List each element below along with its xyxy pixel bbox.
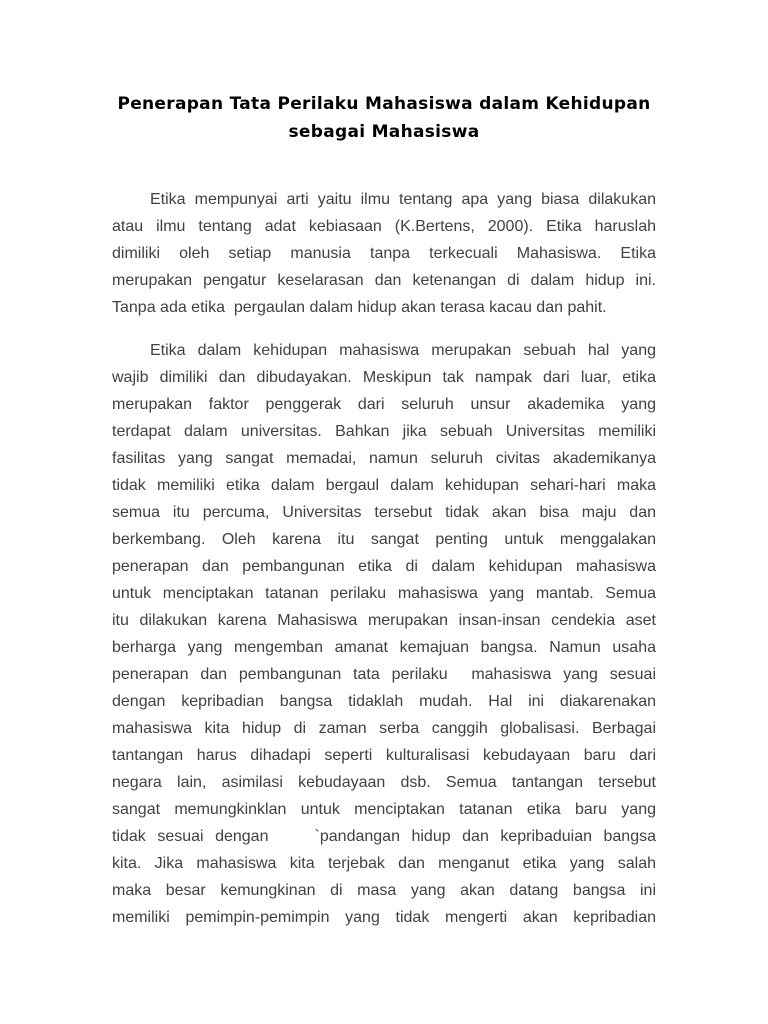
text-line: wajib dimiliki dan dibudayakan. Meskipun tak nampak dari luar, etika xyxy=(112,369,656,386)
title-line-1: Penerapan Tata Perilaku Mahasiswa dalam Kehidupan xyxy=(117,94,651,114)
paragraph xyxy=(112,186,656,321)
text-line: atau ilmu tentang adat kebiasaan (K.Bertens, 2000). Etika haruslah xyxy=(112,218,656,235)
text-line: Etika mempunyai arti yaitu ilmu tentang apa yang biasa dilakukan xyxy=(150,191,656,208)
text-line: maka besar kemungkinan di masa yang akan datang bangsa ini xyxy=(112,882,656,899)
text-line: fasilitas yang sangat memadai, namun seluruh civitas akademikanya xyxy=(112,450,656,467)
text-line: sangat memungkinklan untuk menciptakan tatanan etika baru yang xyxy=(112,801,656,818)
text-line: Etika dalam kehidupan mahasiswa merupakan sebuah hal yang xyxy=(150,342,656,359)
text-line: penerapan dan pembangunan tata perilaku mahasiswa yang sesuai xyxy=(112,666,656,683)
paragraph xyxy=(112,337,656,931)
text-line: penerapan dan pembangunan etika di dalam kehidupan mahasiswa xyxy=(112,558,656,575)
document-body xyxy=(112,186,656,931)
text-line: itu dilakukan karena Mahasiswa merupakan insan-insan cendekia aset xyxy=(112,612,656,629)
text-line: merupakan pengatur keselarasan dan ketenangan di dalam hidup ini. xyxy=(112,272,656,289)
text-line: memiliki pemimpin-pemimpin yang tidak mengerti akan kepribadian xyxy=(112,909,656,926)
text-line: tidak sesuai dengan `pandangan hidup dan kepribaduian bangsa xyxy=(112,828,656,845)
text-line: negara lain, asimilasi kebudayaan dsb. Semua tantangan tersebut xyxy=(112,774,656,791)
text-line: mahasiswa kita hidup di zaman serba canggih globalisasi. Berbagai xyxy=(112,720,656,737)
text-line: semua itu percuma, Universitas tersebut tidak akan bisa maju dan xyxy=(112,504,656,521)
document-title xyxy=(112,90,656,146)
text-line: dimiliki oleh setiap manusia tanpa terkecuali Mahasiswa. Etika xyxy=(112,245,656,262)
text-line: tidak memiliki etika dalam bergaul dalam kehidupan sehari-hari maka xyxy=(112,477,656,494)
text-line: berkembang. Oleh karena itu sangat penting untuk menggalakan xyxy=(112,531,656,548)
text-line: berharga yang mengemban amanat kemajuan bangsa. Namun usaha xyxy=(112,639,656,656)
title-line-2: sebagai Mahasiswa xyxy=(288,122,480,142)
text-line: Tanpa ada etika pergaulan dalam hidup akan terasa kacau dan pahit. xyxy=(112,299,607,316)
text-line: dengan kepribadian bangsa tidaklah mudah. Hal ini diakarenakan xyxy=(112,693,656,710)
text-line: merupakan faktor penggerak dari seluruh unsur akademika yang xyxy=(112,396,656,413)
text-line: kita. Jika mahasiswa kita terjebak dan menganut etika yang salah xyxy=(112,855,656,872)
text-line: tantangan harus dihadapi seperti kulturalisasi kebudayaan baru dari xyxy=(112,747,656,764)
text-line: terdapat dalam universitas. Bahkan jika sebuah Universitas memiliki xyxy=(112,423,656,440)
text-line: untuk menciptakan tatanan perilaku mahasiswa yang mantab. Semua xyxy=(112,585,656,602)
